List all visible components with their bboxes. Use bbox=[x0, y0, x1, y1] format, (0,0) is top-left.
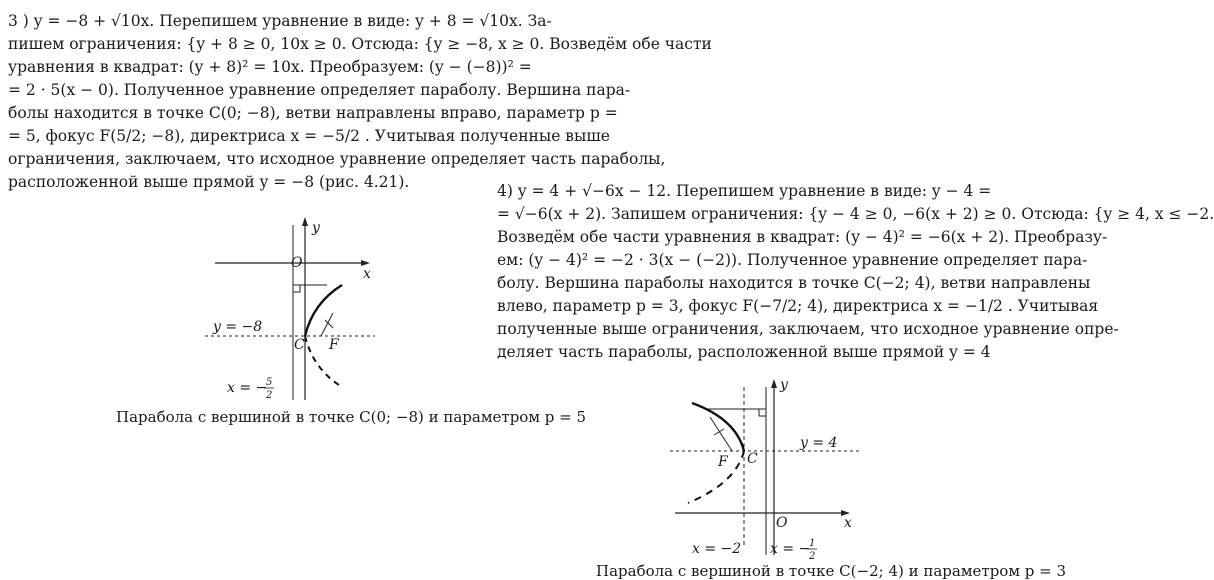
problem-4-line: деляет часть параболы, расположенной выше прямой y = 4 bbox=[497, 343, 991, 361]
directrix-frac-num: 1 bbox=[809, 538, 816, 549]
problem-4-text bbox=[497, 180, 1214, 364]
figure-4-21 bbox=[205, 215, 385, 405]
directrix-frac-den: 2 bbox=[809, 551, 816, 562]
origin-label: O bbox=[776, 515, 788, 531]
problem-3-line: болы находится в точке C(0; −8), ветви направлены вправо, параметр p = bbox=[8, 104, 618, 122]
problem-3-line: = 5, фокус F(5/2; −8), директриса x = −5/2 . Учитывая полученные выше bbox=[8, 127, 610, 145]
parabola-solid-branch bbox=[305, 285, 342, 336]
line-y-label: y = 4 bbox=[800, 435, 838, 451]
problem-3-line: пишем ограничения: {y + 8 ≥ 0, 10x ≥ 0. Отсюда: {y ≥ −8, x ≥ 0. Возведём обе части bbox=[8, 35, 712, 53]
problem-3-line: ограничения, заключаем, что исходное уравнение определяет часть параболы, bbox=[8, 150, 666, 168]
directrix-label: x = − bbox=[227, 380, 268, 396]
left-line-label: x = −2 bbox=[692, 541, 742, 557]
problem-4-line: = √−6(x + 2). Запишем ограничения: {y − 4 ≥ 0, −6(x + 2) ≥ 0. Отсюда: {y ≥ 4, x ≤ −2. bbox=[497, 205, 1214, 223]
y-axis-label: y bbox=[312, 220, 320, 236]
problem-3-line: = 2 · 5(x − 0). Полученное уравнение определяет параболу. Вершина пара- bbox=[8, 81, 631, 99]
figure-4-22-caption: Парабола с вершиной в точке C(−2; 4) и параметром p = 3 bbox=[596, 562, 1067, 580]
problem-4-line: Возведём обе части уравнения в квадрат: (y − 4)² = −6(x + 2). Преобразу- bbox=[497, 228, 1108, 246]
right-angle-mark bbox=[759, 409, 766, 416]
figure-4-21-caption: Парабола с вершиной в точке C(0; −8) и параметром p = 5 bbox=[116, 408, 587, 426]
problem-4-line: болу. Вершина параболы находится в точке C(−2; 4), ветви направлены bbox=[497, 274, 1091, 292]
y-axis-label: y bbox=[780, 377, 788, 393]
focus-label: F bbox=[718, 454, 728, 470]
focus-segment bbox=[710, 417, 732, 451]
x-axis-label: x bbox=[844, 515, 852, 531]
parabola-solid-branch bbox=[692, 403, 744, 451]
figure-4-22 bbox=[670, 375, 870, 565]
problem-3-line: уравнения в квадрат: (y + 8)² = 10x. Преобразуем: (y − (−8))² = bbox=[8, 58, 532, 76]
y-axis-arrow-icon bbox=[302, 217, 308, 226]
vertex-label: C bbox=[294, 337, 305, 353]
focus-label: F bbox=[329, 337, 339, 353]
problem-3-text bbox=[8, 10, 712, 194]
parabola-dashed-branch bbox=[688, 451, 744, 503]
problem-4-line: влево, параметр p = 3, фокус F(−7/2; 4), директриса x = −1/2 . Учитывая bbox=[497, 297, 1099, 315]
directrix-frac-den: 2 bbox=[266, 390, 273, 401]
directrix-label: x = − bbox=[770, 541, 811, 557]
right-angle-mark bbox=[293, 285, 300, 292]
tick-mark bbox=[714, 429, 724, 435]
vertex-label: C bbox=[747, 451, 758, 467]
problem-4-line: ем: (y − 4)² = −2 · 3(x − (−2)). Полученное уравнение определяет пара- bbox=[497, 251, 1088, 269]
x-axis-label: x bbox=[363, 266, 371, 282]
problem-3-line: 3 ) y = −8 + √10x. Перепишем уравнение в виде: y + 8 = √10x. За- bbox=[8, 12, 552, 30]
problem-4-line: полученные выше ограничения, заключаем, что исходное уравнение опре- bbox=[497, 320, 1119, 338]
line-y-label: y = −8 bbox=[213, 319, 263, 335]
origin-label: O bbox=[291, 255, 303, 271]
problem-3-line: расположенной выше прямой y = −8 (рис. 4.21). bbox=[8, 173, 410, 191]
focus-segment bbox=[321, 313, 333, 336]
directrix-frac-num: 5 bbox=[266, 377, 273, 388]
problem-4-line: 4) y = 4 + √−6x − 12. Перепишем уравнение в виде: y − 4 = bbox=[497, 182, 992, 200]
y-axis-arrow-icon bbox=[771, 379, 777, 388]
